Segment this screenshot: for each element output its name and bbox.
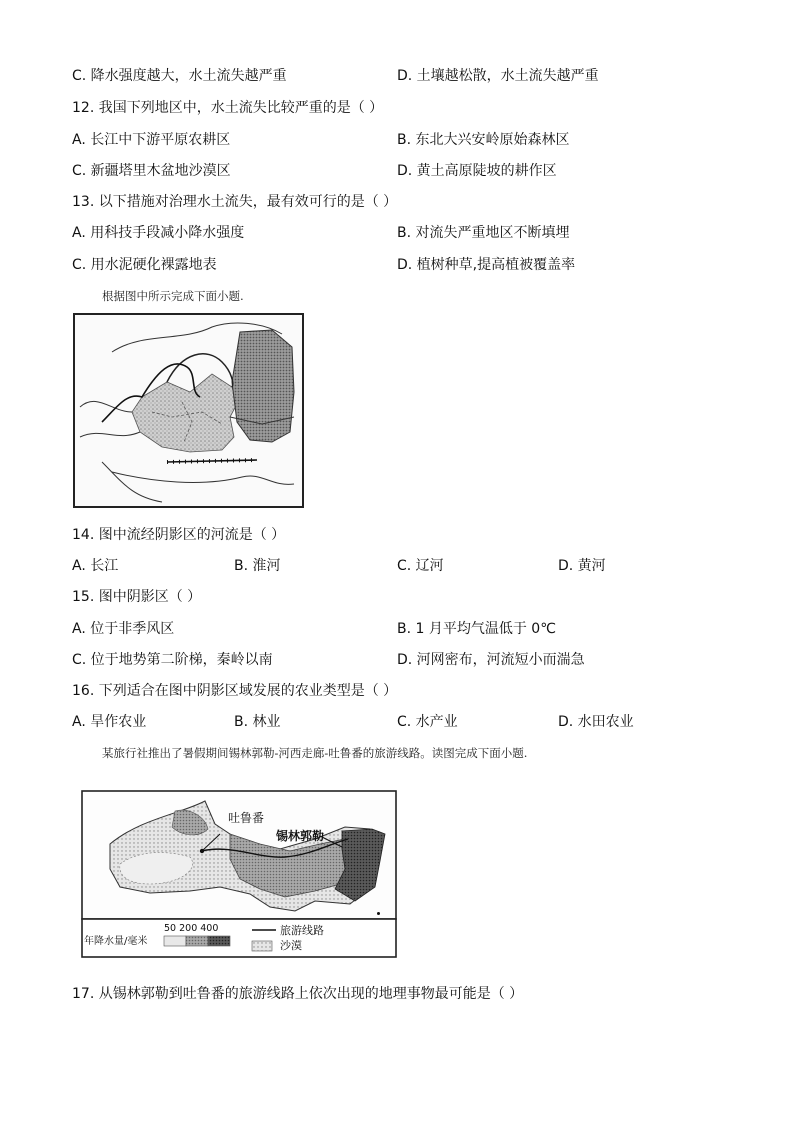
q12-option-d: D. 黄土高原陡坡的耕作区 bbox=[397, 163, 557, 179]
intro-text-2: 某旅行社推出了暑假期间锡林郭勒-河西走廊-吐鲁番的旅游线路。读图完成下面小题. bbox=[102, 746, 528, 760]
q13-option-c: C. 用水泥硬化裸露地表 bbox=[72, 257, 217, 273]
q17-stem: 17. 从锡林郭勒到吐鲁番的旅游线路上依次出现的地理事物最可能是（ ） bbox=[72, 986, 524, 1002]
q12-option-c: C. 新疆塔里木盆地沙漠区 bbox=[72, 163, 231, 179]
q13-option-d: D. 植树种草,提高植被覆盖率 bbox=[397, 257, 576, 273]
q12-stem: 12. 我国下列地区中，水土流失比较严重的是（ ） bbox=[72, 100, 384, 116]
q15-option-b: B. 1 月平均气温低于 0℃ bbox=[397, 621, 556, 637]
q13-stem: 13. 以下措施对治理水土流失，最有效可行的是（ ） bbox=[72, 194, 398, 210]
label-xilin-gol: 锡林郭勒 bbox=[276, 829, 325, 843]
route-map bbox=[80, 789, 398, 959]
q15-option-a: A. 位于非季风区 bbox=[72, 621, 175, 637]
label-turpan: 吐鲁番 bbox=[228, 811, 265, 825]
stray-dot bbox=[377, 912, 380, 915]
q16-option-a: A. 旱作农业 bbox=[72, 714, 147, 730]
q14-option-d: D. 黄河 bbox=[558, 558, 606, 574]
q16-option-d: D. 水田农业 bbox=[558, 714, 634, 730]
q14-option-c: C. 辽河 bbox=[397, 558, 444, 574]
q16-stem: 16. 下列适合在图中阴影区域发展的农业类型是（ ） bbox=[72, 683, 398, 699]
q11-option-d: D. 土壤越松散，水土流失越严重 bbox=[397, 68, 599, 84]
q14-stem: 14. 图中流经阴影区的河流是（ ） bbox=[72, 527, 286, 543]
q13-option-a: A. 用科技手段减小降水强度 bbox=[72, 225, 245, 241]
legend-values: 50 200 400 bbox=[164, 923, 219, 934]
q15-option-c: C. 位于地势第二阶梯，秦岭以南 bbox=[72, 652, 273, 668]
legend-route: 旅游线路 bbox=[280, 924, 324, 937]
q11-option-c: C. 降水强度越大，水土流失越严重 bbox=[72, 68, 287, 84]
q12-option-a: A. 长江中下游平原农耕区 bbox=[72, 132, 231, 148]
q16-option-c: C. 水产业 bbox=[397, 714, 458, 730]
q15-option-d: D. 河网密布，河流短小而湍急 bbox=[397, 652, 585, 668]
q13-option-b: B. 对流失严重地区不断填埋 bbox=[397, 225, 570, 241]
legend-desert: 沙漠 bbox=[280, 939, 302, 952]
q14-option-a: A. 长江 bbox=[72, 558, 119, 574]
q16-option-b: B. 林业 bbox=[234, 714, 281, 730]
loess-plateau-map bbox=[72, 312, 305, 509]
q14-option-b: B. 淮河 bbox=[234, 558, 281, 574]
legend-title: 年降水量/毫米 bbox=[84, 936, 148, 947]
intro-text-1: 根据图中所示完成下面小题. bbox=[102, 289, 244, 303]
q12-option-b: B. 东北大兴安岭原始森林区 bbox=[397, 132, 570, 148]
q15-stem: 15. 图中阴影区（ ） bbox=[72, 589, 202, 605]
